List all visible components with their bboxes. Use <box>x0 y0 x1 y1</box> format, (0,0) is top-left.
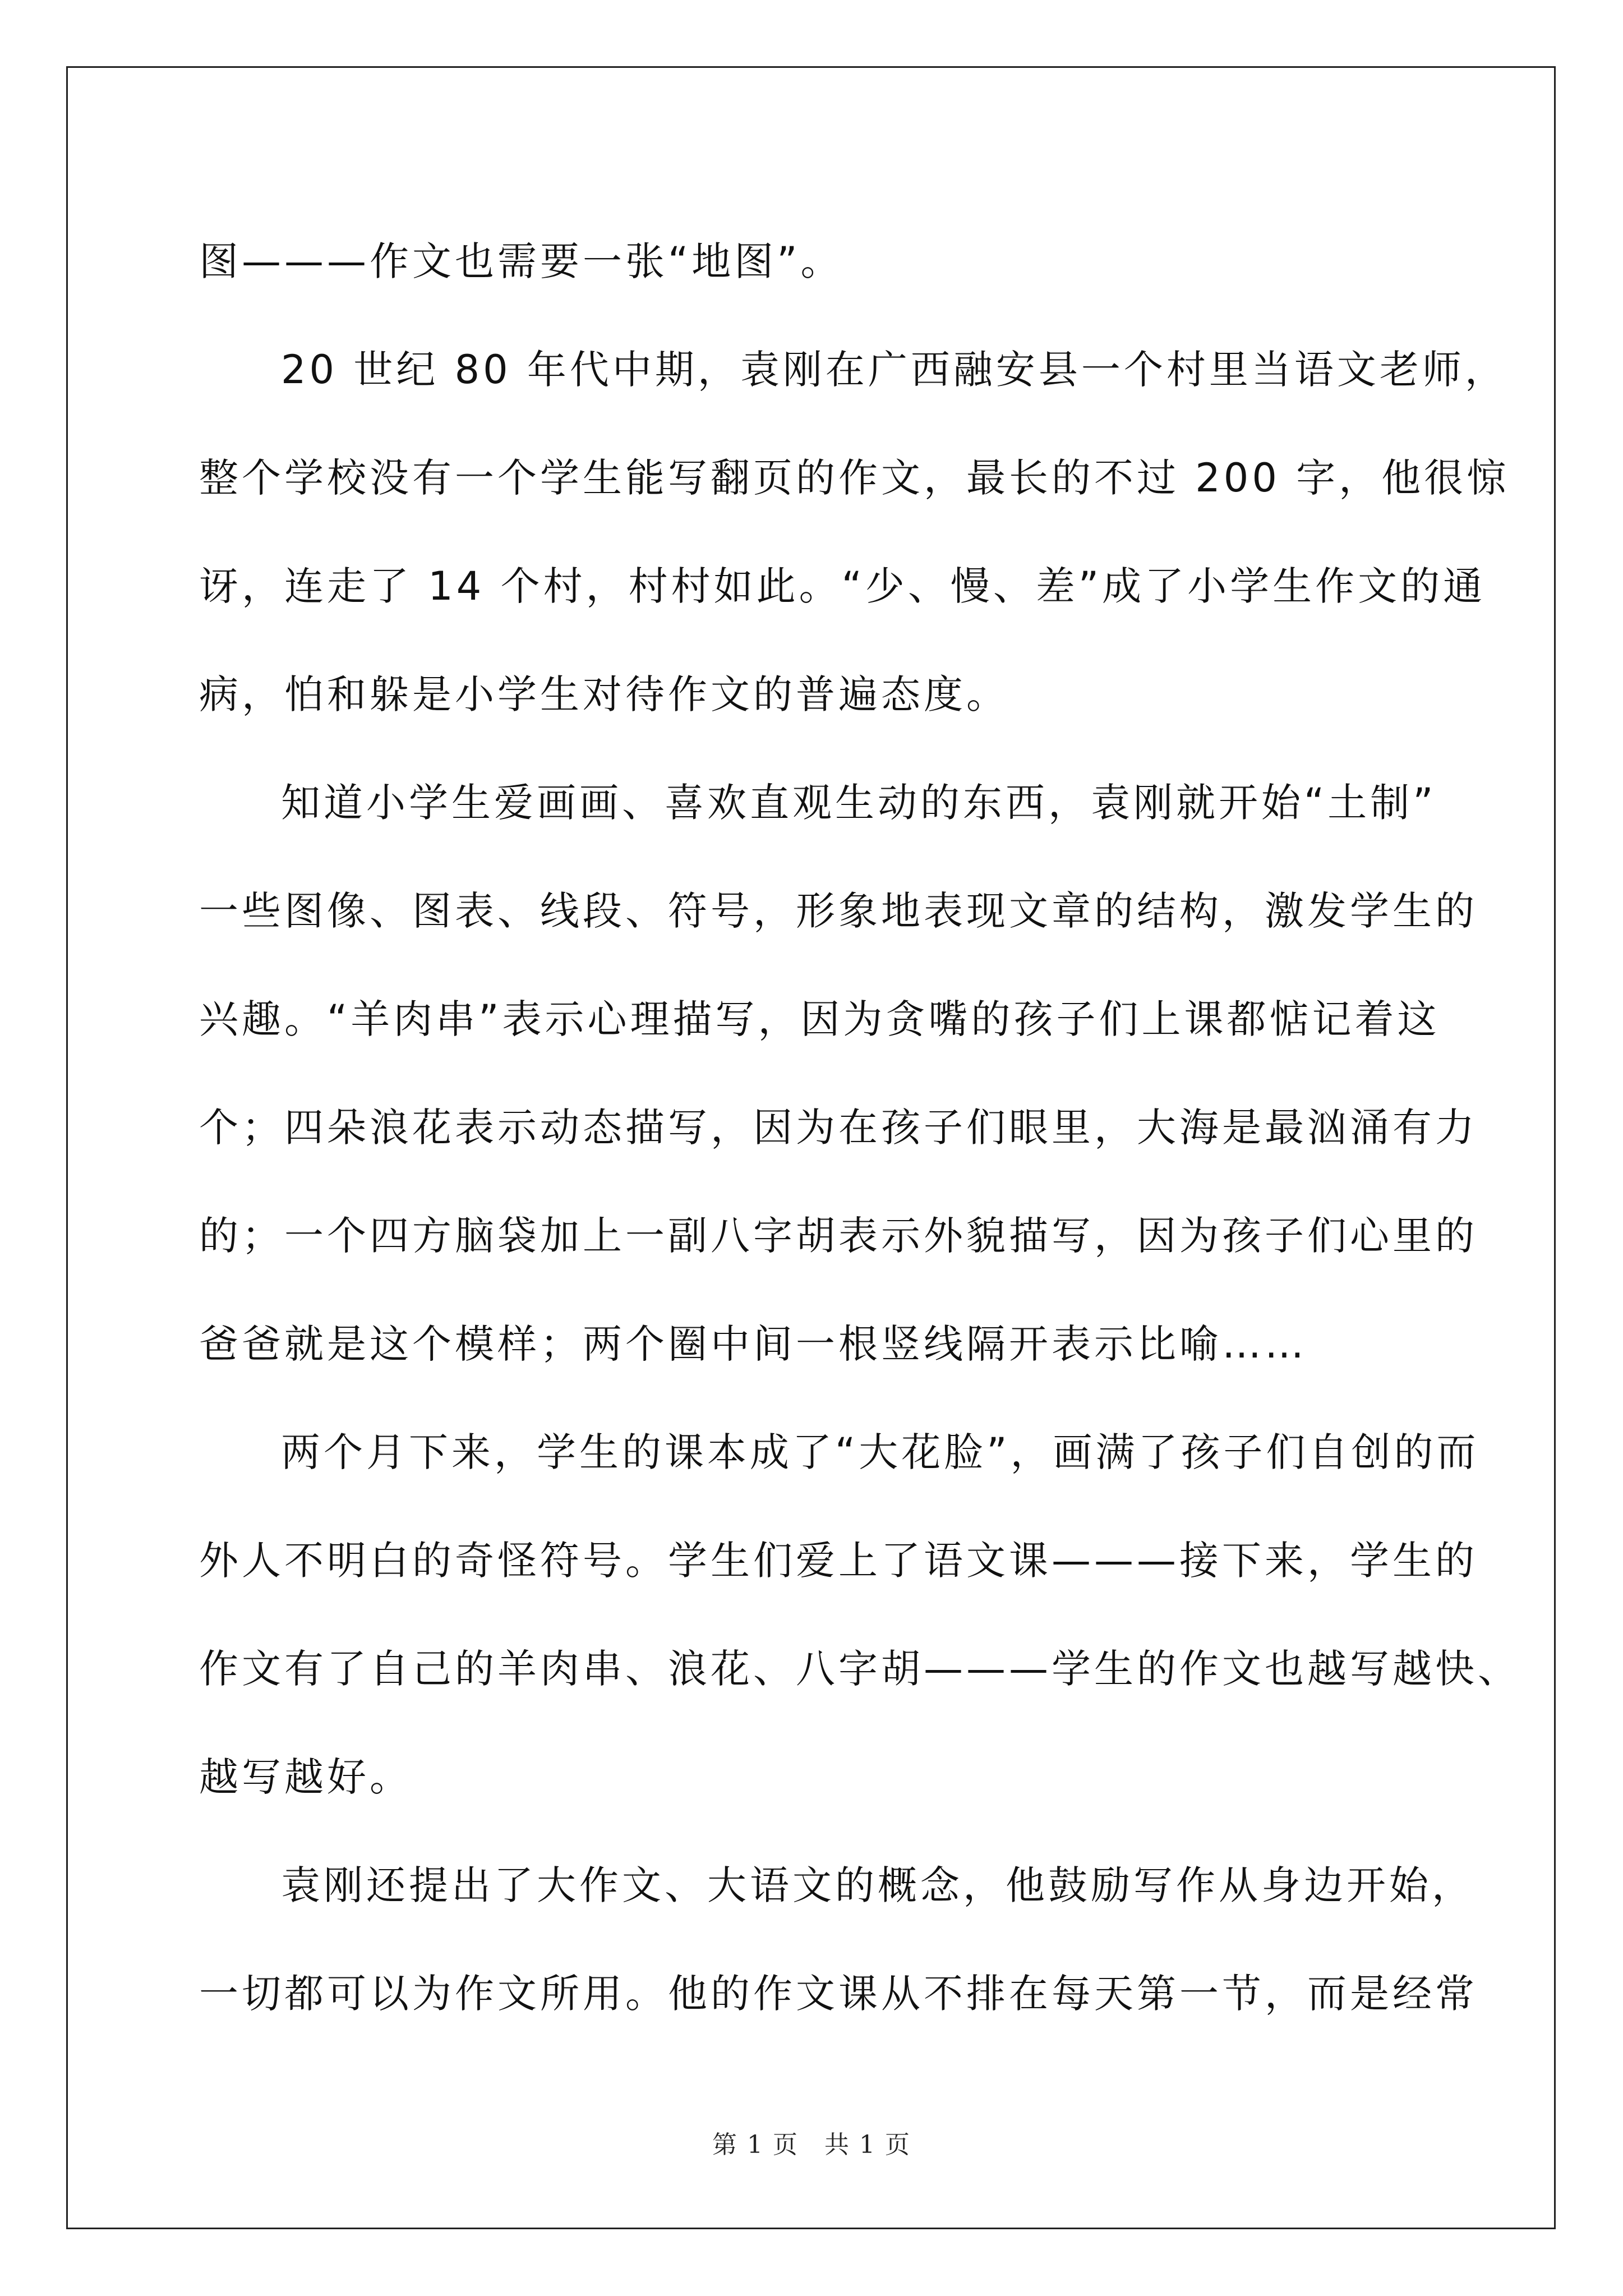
document-body <box>199 208 1520 2048</box>
text-line: 一些图像、图表、线段、符号，形象地表现文章的结构，激发学生的 <box>199 888 1478 934</box>
text-line: 兴趣。“羊肉串”表示心理描写，因为贪嘴的孩子们上课都惦记着这 <box>199 996 1440 1042</box>
page-footer <box>0 2124 1623 2160</box>
page-number-total: 共 1 页 <box>824 2131 911 2159</box>
page-number-current: 第 1 页 <box>712 2131 799 2159</box>
paragraph-start-line: 知道小学生爱画画、喜欢直观生动的东西，袁刚就开始“土制” <box>281 780 1437 826</box>
text-line: 外人不明白的奇怪符号。学生们爱上了语文课———接下来，学生的 <box>199 1538 1478 1584</box>
paragraph-start-line: 20 世纪 80 年代中期，袁刚在广西融安县一个村里当语文老师， <box>281 347 1507 393</box>
text-line: 整个学校没有一个学生能写翻页的作文，最长的不过 200 字，他很惊 <box>199 455 1510 501</box>
paragraph-start-line: 两个月下来，学生的课本成了“大花脸”，画满了孩子们自创的而 <box>281 1429 1479 1475</box>
text-line: 讶，连走了 14 个村，村村如此。“少、慢、差”成了小学生作文的通 <box>199 563 1486 609</box>
text-line: 爸爸就是这个模样；两个圈中间一根竖线隔开表示比喻…… <box>199 1321 1307 1367</box>
text-line: 一切都可以为作文所用。他的作文课从不排在每天第一节，而是经常 <box>199 1971 1478 2017</box>
text-line: 个；四朵浪花表示动态描写，因为在孩子们眼里，大海是最汹涌有力 <box>199 1105 1478 1151</box>
paragraph-start-line: 袁刚还提出了大作文、大语文的概念，他鼓励写作从身边开始， <box>281 1862 1474 1908</box>
text-line: 的；一个四方脑袋加上一副八字胡表示外貌描写，因为孩子们心里的 <box>199 1213 1478 1259</box>
text-line: 作文有了自己的羊肉串、浪花、八字胡———学生的作文也越写越快、 <box>199 1646 1520 1692</box>
text-line: 病，怕和躲是小学生对待作文的普遍态度。 <box>199 671 1009 717</box>
text-line: 图———作文也需要一张“地图”。 <box>199 238 843 284</box>
text-line: 越写越好。 <box>199 1754 412 1800</box>
